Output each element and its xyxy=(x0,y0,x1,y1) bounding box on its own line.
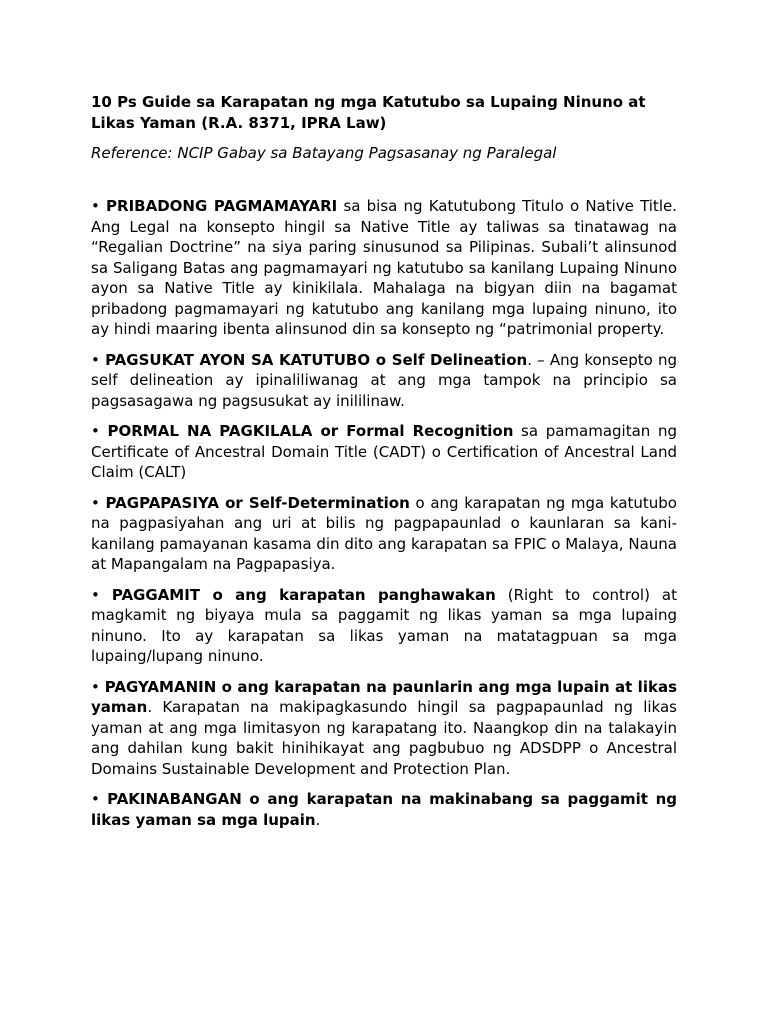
bullet: • xyxy=(91,350,100,369)
list-item xyxy=(91,789,677,830)
list-item xyxy=(91,350,677,412)
item-body: sa bisa ng Katutubong Titulo o Native Title. Ang Legal na konsepto hingil sa Native Title ay taliwas sa tinatawag na “Regalian Doctrine” na siya paring sinusunod sa Pilipinas. Subali’t alinsunod sa Saligang Batas ang pagmamayari ng katutubo sa kanilang Lupaing Ninuno ayon sa Native Title ay kinikilala. Mahalaga na bigyan diin na bagamat pribadong pagmamayari ng katutubo ang kanilang mga lupaing ninuno, ito ay hindi maaring ibenta alinsunod din sa konsepto ng “patrimonial property. xyxy=(91,197,677,338)
item-heading: PAGGAMIT o ang karapatan panghawakan xyxy=(111,585,496,604)
item-heading: PRIBADONG PAGMAMAYARI xyxy=(106,197,338,215)
document-title: 10 Ps Guide sa Karapatan ng mga Katutubo sa Lupaing Ninuno at Likas Yaman (R.A. 8371, IPRA Law) xyxy=(91,93,646,132)
item-heading: PAKINABANGAN o ang karapatan na makinabang sa paggamit ng likas yaman sa mga lupain xyxy=(91,790,677,829)
document-content xyxy=(91,92,677,840)
item-heading: PAGPAPASIYA or Self-Determination xyxy=(105,493,410,512)
item-body: . Karapatan na makipagkasundo hingil sa pagpapaunlad ng likas yaman at ang mga limitasyon ng karapatang ito. Naangkop din na talakayin ang dahilan kung bakit hinihikayat ang pagbubuo ng ADSDPP o Ancestral Domains Sustainable Development and Protection Plan. xyxy=(91,698,677,778)
bullet: • xyxy=(91,197,100,215)
bullet: • xyxy=(91,493,100,512)
document-reference: Reference: NCIP Gabay sa Batayang Pagsasanay ng Paralegal xyxy=(91,144,557,162)
item-heading: PORMAL NA PAGKILALA or Formal Recognition xyxy=(107,422,514,440)
item-body: . xyxy=(315,810,321,829)
item-body: o ang karapatan ng mga katutubo na pagpasiyahan ang uri at bilis ng pagpapaunlad o kaunlaran sa kani-kanilang pamayanan kasama din dito ang karapatan sa FPIC o Malaya, Nauna at Mapangalam na Pagpapasiya. xyxy=(91,493,677,573)
item-heading: PAGSUKAT AYON SA KATUTUBO o Self Delineation xyxy=(105,350,528,369)
list-item xyxy=(91,585,677,667)
list-item xyxy=(91,677,677,780)
item-body: sa pamamagitan ng Certificate of Ancestral Domain Title (CADT) o Certification of Ancestral Land Claim (CALT) xyxy=(91,422,677,481)
list-item xyxy=(91,196,677,340)
bullet: • xyxy=(91,790,100,808)
item-heading: PAGYAMANIN o ang karapatan na paunlarin ang mga lupain at likas yaman xyxy=(91,677,677,716)
rights-list xyxy=(91,196,677,830)
list-item xyxy=(91,493,677,575)
item-body: (Right to control) at magkamit ng biyaya mula sa paggamit ng likas yaman sa mga lupaing ninuno. Ito ay karapatan sa likas yaman na matatagpuan sa mga lupaing/lupang ninuno. xyxy=(91,585,677,665)
item-body: . – Ang konsepto ng self delineation ay ipinaliliwanag at ang mga tampok na principio sa pagsasagawa ng pagsusukat ay inililinaw. xyxy=(91,350,677,410)
list-item xyxy=(91,421,677,483)
bullet: • xyxy=(91,422,100,440)
bullet: • xyxy=(91,585,100,604)
bullet: • xyxy=(91,677,100,696)
